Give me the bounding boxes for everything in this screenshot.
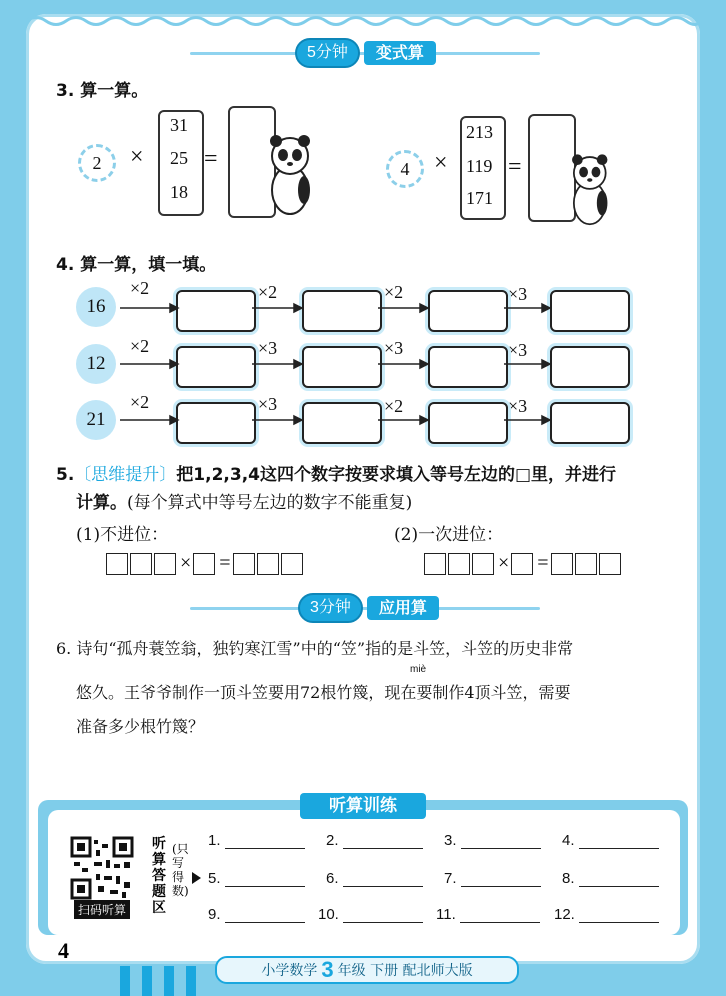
q3-right-num: 119	[466, 156, 493, 176]
footer-subject: 小学数学	[261, 963, 318, 979]
top-wave-decoration	[26, 14, 700, 28]
q3-left-num: 25	[170, 148, 188, 168]
digit-box[interactable]	[472, 553, 494, 575]
q5-part1-label: (1)不进位：	[76, 525, 169, 545]
page-number: 4	[58, 938, 69, 963]
answer-slot[interactable]: 10.	[318, 906, 423, 923]
q3-left-times: ×	[130, 144, 144, 170]
q3-right-times: ×	[434, 150, 448, 176]
q4-row2-start: 12	[76, 344, 116, 384]
equals-sign: =	[537, 552, 549, 574]
digit-box[interactable]	[511, 553, 533, 575]
footer-banner	[215, 956, 519, 984]
panda-icon	[264, 130, 312, 216]
q4-op: ×3	[384, 338, 404, 358]
answer-area-label: 听算答题区	[152, 836, 166, 916]
answer-slot[interactable]: 12.	[554, 906, 659, 923]
q5-line1	[56, 460, 616, 485]
q5-tag: 〔思维提升〕	[74, 465, 177, 485]
q3-right-num: 171	[466, 188, 493, 208]
digit-box[interactable]	[599, 553, 621, 575]
q4-row1-start: 16	[76, 287, 116, 327]
answer-area-note: (只写得数)	[172, 842, 189, 898]
stripe-decoration	[120, 966, 130, 996]
answer-box[interactable]	[550, 346, 630, 388]
q4-op: ×3	[258, 394, 278, 414]
q3-right-multiplier: 4	[386, 150, 424, 188]
answer-slot[interactable]: 7.	[444, 870, 541, 887]
section-title: 应用算	[367, 596, 439, 620]
answer-box[interactable]	[302, 402, 382, 444]
q4-op: ×2	[258, 282, 278, 302]
q4-op: ×2	[130, 278, 150, 298]
equals-sign: =	[219, 552, 231, 574]
digit-box[interactable]	[193, 553, 215, 575]
panda-icon	[566, 150, 610, 226]
q4-op: ×3	[508, 396, 528, 416]
answer-box[interactable]	[176, 290, 256, 332]
digit-box[interactable]	[551, 553, 573, 575]
digit-box[interactable]	[448, 553, 470, 575]
q3-left-num: 31	[170, 115, 188, 135]
q5-equation-2	[424, 552, 623, 575]
q4-op: ×3	[508, 284, 528, 304]
times-sign: ×	[498, 552, 510, 574]
answer-box[interactable]	[550, 290, 630, 332]
footer-edition: 年级 下册 配北师大版	[337, 963, 473, 979]
answer-box[interactable]	[428, 402, 508, 444]
digit-box[interactable]	[233, 553, 255, 575]
answer-box[interactable]	[428, 346, 508, 388]
answer-slot[interactable]: 4.	[562, 832, 659, 849]
stripe-decoration	[142, 966, 152, 996]
answer-slot[interactable]: 1.	[208, 832, 305, 849]
section-badge-2	[298, 593, 439, 623]
q3-right-num: 213	[466, 122, 493, 142]
digit-box[interactable]	[130, 553, 152, 575]
section-title: 变式算	[364, 41, 436, 65]
answer-box[interactable]	[550, 402, 630, 444]
q5-note: (每个算式中等号左边的数字不能重复)	[127, 493, 413, 513]
q4-row3-start: 21	[76, 400, 116, 440]
answer-slot[interactable]: 3.	[444, 832, 541, 849]
q3-left-equals: =	[204, 146, 218, 172]
q5-line2	[76, 488, 412, 513]
section-time: 3分钟	[298, 593, 363, 623]
digit-box[interactable]	[424, 553, 446, 575]
q5-text2: 计算。	[76, 493, 127, 513]
stripe-decoration	[186, 966, 196, 996]
q4-op: ×3	[258, 338, 278, 358]
times-sign: ×	[180, 552, 192, 574]
q3-title: 3. 算一算。	[56, 81, 149, 101]
q6-line2: 悠久。王爷爷制作一顶斗笠要用72根竹篾，现在要制作4顶斗笠，需要	[76, 683, 571, 702]
qr-label: 扫码听算	[74, 900, 130, 919]
answer-box[interactable]	[302, 346, 382, 388]
q3-right-equals: =	[508, 154, 522, 180]
triangle-pointer-icon	[192, 872, 201, 884]
qr-code-icon[interactable]	[70, 836, 134, 900]
footer-grade: 3	[321, 957, 334, 982]
answer-slot[interactable]: 2.	[326, 832, 423, 849]
digit-box[interactable]	[575, 553, 597, 575]
answer-slot[interactable]: 6.	[326, 870, 423, 887]
q5-equation-1	[106, 552, 305, 575]
q4-op: ×3	[508, 340, 528, 360]
digit-box[interactable]	[106, 553, 128, 575]
q5-text: 把1,2,3,4这四个数字按要求填入等号左边的□里，并进行	[176, 465, 617, 485]
digit-box[interactable]	[257, 553, 279, 575]
answer-slot[interactable]: 8.	[562, 870, 659, 887]
listening-title: 听算训练	[300, 793, 426, 819]
q4-op: ×2	[130, 392, 150, 412]
q5-number: 5.	[56, 465, 75, 485]
q3-left-num: 18	[170, 182, 188, 202]
q6-line1: 6. 诗句“孤舟蓑笠翁，独钓寒江雪”中的“笠”指的是斗笠，斗笠的历史非常	[56, 639, 574, 658]
answer-slot[interactable]: 9.	[208, 906, 305, 923]
digit-box[interactable]	[154, 553, 176, 575]
answer-slot[interactable]: 5.	[208, 870, 305, 887]
q3-left-multiplier: 2	[78, 144, 116, 182]
q4-op: ×2	[130, 336, 150, 356]
q6-line3: 准备多少根竹篾？	[76, 717, 205, 736]
q5-part2-label: (2)一次进位：	[394, 525, 504, 545]
q4-op: ×2	[384, 396, 404, 416]
answer-box[interactable]	[176, 346, 256, 388]
answer-box[interactable]	[176, 402, 256, 444]
answer-box[interactable]	[302, 290, 382, 332]
answer-slot[interactable]: 11.	[436, 906, 540, 923]
digit-box[interactable]	[281, 553, 303, 575]
stripe-decoration	[164, 966, 174, 996]
section-badge-1	[295, 38, 436, 68]
q6-pinyin: miè	[410, 664, 427, 675]
answer-box[interactable]	[428, 290, 508, 332]
q4-title: 4. 算一算，填一填。	[56, 255, 217, 275]
q4-op: ×2	[384, 282, 404, 302]
section-time: 5分钟	[295, 38, 360, 68]
